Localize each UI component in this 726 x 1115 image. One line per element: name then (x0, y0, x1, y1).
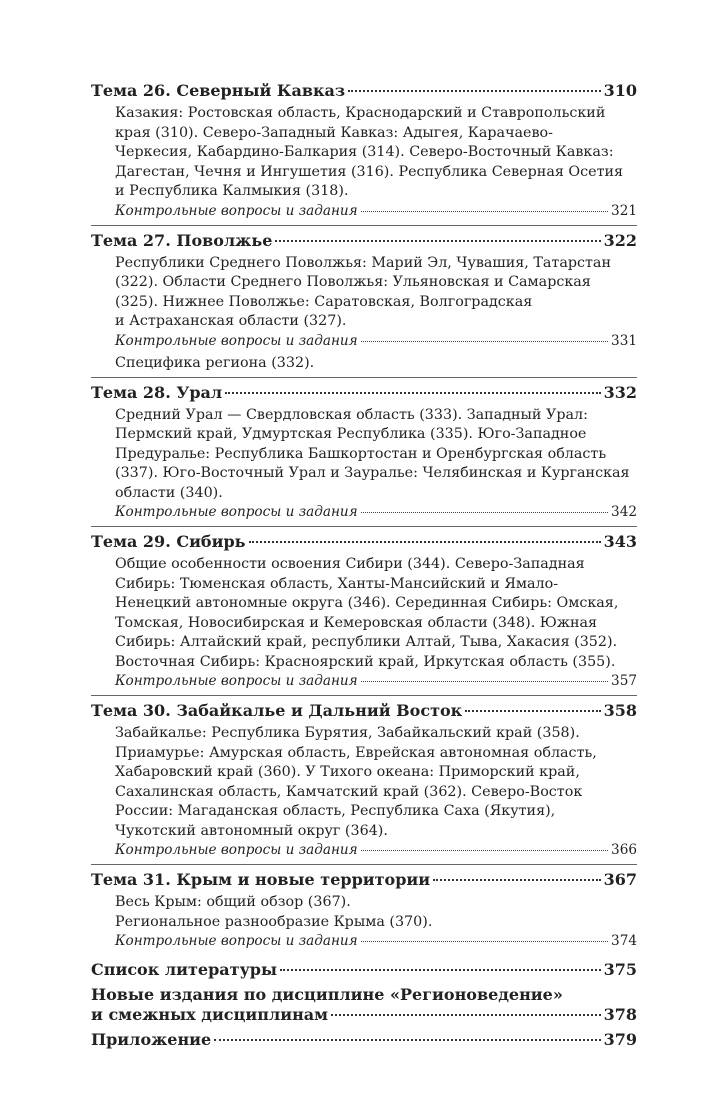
questions-label: Контрольные вопросы и задания (115, 504, 358, 520)
dot-leader (361, 512, 608, 513)
questions-label: Контрольные вопросы и задания (115, 673, 358, 689)
section-description: Весь Крым: общий обзор (367). Региональное разнообразие Крыма (370). (115, 894, 433, 930)
dot-leader (225, 392, 600, 394)
heading-title: Тема 28. Урал (91, 382, 223, 402)
dot-leader (280, 969, 601, 971)
dot-leader (249, 541, 601, 543)
section-description: Общие особенности освоения Сибири (344). Северо-Западная Сибирь: Тюменская область, Ханты-Мансийский и Ямало- Ненецкий автономные округа (346). Серединная Сибирь: Омская, Томская, Новосибирская и Кемеровская области (348). Южная Сибирь: Алтайский край, республики Алтай, Тыва, Хакасия (352). Восточная Сибирь: Красноярский край, Иркутская область (355). (115, 556, 619, 670)
section-description: Республики Среднего Поволжья: Марий Эл, Чувашия, Татарстан (322). Области Среднего Поволжья: Ульяновская и Самарская (325). Нижнее Поволжье: Саратовская, Волгоградская и Астраханская области (327). (115, 254, 611, 329)
heading-title: Приложение (91, 1030, 212, 1049)
toc-section (91, 230, 637, 378)
questions-entry[interactable] (115, 932, 637, 951)
toc-heading[interactable] (91, 869, 637, 891)
toc-section (91, 869, 637, 955)
toc-heading[interactable] (91, 80, 637, 102)
section-description: Казакия: Ростовская область, Краснодарский и Ставропольский края (310). Северо-Западный Кавказ: Адыгея, Карачаево- Черкесия, Кабардино-Балкария (314). Северо-Восточный Кавказ: Дагестан, Чечня и Ингушетия (316). Республика Северная Осетия и Республика Калмыкия (318). (115, 105, 624, 199)
dot-leader (361, 681, 608, 682)
dot-leader (361, 850, 608, 851)
toc-heading-new-publications[interactable] (91, 985, 637, 1025)
heading-title-line1: Новые издания по дисциплине «Регионоведение» (91, 985, 563, 1004)
toc-section (91, 531, 637, 696)
section-extra-entry: Специфика региона (332). (115, 354, 315, 371)
page-number: 374 (611, 933, 637, 949)
toc-heading[interactable] (91, 230, 637, 252)
questions-entry[interactable] (115, 202, 637, 221)
toc-section (91, 382, 637, 528)
toc-heading[interactable] (91, 382, 637, 404)
page-number: 379 (603, 1030, 637, 1049)
toc-heading[interactable] (91, 700, 637, 722)
dot-leader (433, 879, 600, 881)
page-number: 310 (603, 81, 637, 100)
questions-label: Контрольные вопросы и задания (115, 842, 358, 858)
page-number: 366 (611, 842, 637, 858)
page-number: 367 (603, 870, 637, 889)
section-description: Забайкалье: Республика Бурятия, Забайкальский край (358). Приамурье: Амурская область, Еврейская автономная область, Хабаровский край (360). У Тихого океана: Приморский край, Сахалинская область, Камчатский край (362). Северо-Восток России: Магаданская область, Республика Саха (Якутия), Чукотский автономный округ (364). (115, 725, 597, 839)
heading-title: Тема 27. Поволжье (91, 230, 273, 250)
page-number: 322 (603, 230, 637, 250)
page-number: 331 (611, 332, 637, 349)
dot-leader (361, 211, 608, 212)
page-number: 358 (603, 701, 637, 720)
table-of-contents (91, 80, 637, 1051)
questions-entry[interactable] (115, 672, 637, 691)
toc-heading-bibliography[interactable] (91, 959, 637, 981)
heading-title-line2-row (91, 1005, 637, 1025)
dot-leader (214, 1039, 600, 1041)
page-number: 332 (603, 382, 637, 402)
heading-title: Тема 26. Северный Кавказ (91, 81, 346, 100)
dot-leader (361, 341, 608, 342)
heading-title-line2: и смежных дисциплинам (91, 1005, 329, 1024)
questions-entry[interactable] (115, 841, 637, 860)
dot-leader (331, 1014, 601, 1016)
heading-title: Тема 31. Крым и новые территории (91, 870, 431, 889)
page-number: 357 (611, 673, 637, 689)
toc-heading-appendix[interactable] (91, 1029, 637, 1051)
questions-label: Контрольные вопросы и задания (115, 332, 358, 349)
heading-title: Тема 29. Сибирь (91, 532, 246, 551)
page-number: 321 (611, 202, 637, 219)
page-number: 375 (603, 960, 637, 979)
page-number: 378 (603, 1005, 637, 1024)
heading-title: Тема 30. Забайкалье и Дальний Восток (91, 701, 463, 720)
questions-label: Контрольные вопросы и задания (115, 202, 358, 219)
questions-label: Контрольные вопросы и задания (115, 933, 358, 949)
toc-section (91, 80, 637, 226)
dot-leader (465, 710, 600, 712)
dot-leader (361, 941, 608, 942)
page-number: 343 (603, 532, 637, 551)
toc-heading[interactable] (91, 531, 637, 553)
page-number: 342 (611, 504, 637, 520)
heading-title: Список литературы (91, 960, 278, 979)
questions-entry[interactable] (115, 503, 637, 522)
questions-entry[interactable] (115, 332, 637, 351)
dot-leader (275, 240, 600, 242)
section-description: Средний Урал — Свердловская область (333). Западный Урал: Пермский край, Удмуртская Республика (335). Юго-Западное Предуралье: Республика Башкортостан и Оренбургская область (337). Юго-Восточный Урал и Зауралье: Челябинская и Курганская области (340). (115, 406, 630, 501)
toc-section (91, 700, 637, 865)
dot-leader (348, 90, 601, 92)
